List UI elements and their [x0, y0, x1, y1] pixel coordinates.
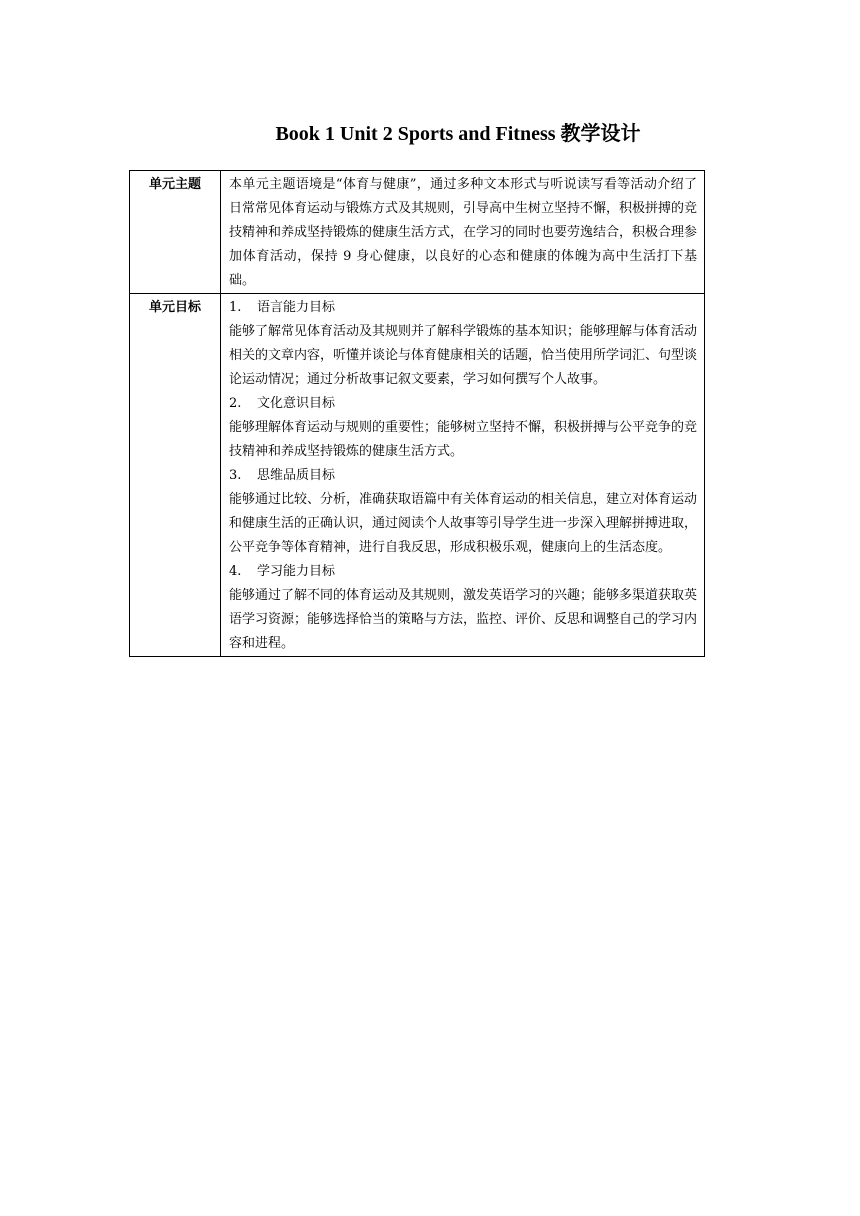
- goal-text-thinking: 能够通过比较、分析，准确获取语篇中有关体育运动的相关信息，建立对体育运动和健康生活的正确认识，通过阅读个人故事等引导学生进一步深入理解拼搏进取，公平竞争等体育精神，进行自我反思，形成积极乐观，健康向上的生活态度。: [229, 492, 698, 555]
- goal-number: 4.: [229, 564, 242, 579]
- goal-heading-text: 思维品质目标: [257, 468, 336, 483]
- goal-number: 2.: [229, 396, 242, 411]
- goal-number: 1.: [229, 300, 242, 315]
- unit-design-table: [129, 170, 705, 657]
- goals-content: [221, 294, 705, 657]
- goal-heading-text: 文化意识目标: [257, 396, 336, 411]
- goal-heading-text: 语言能力目标: [257, 300, 336, 315]
- goal-text-culture: 能够理解体育运动与规则的重要性；能够树立坚持不懈，积极拼搏与公平竞争的竞技精神和养成坚持锻炼的健康生活方式。: [229, 420, 698, 459]
- goal-heading-thinking: [229, 464, 697, 488]
- theme-content: [221, 171, 705, 294]
- goal-heading-culture: [229, 392, 697, 416]
- goal-number: 3.: [229, 468, 242, 483]
- document-title: Book 1 Unit 2 Sports and Fitness 教学设计: [275, 123, 641, 145]
- goal-text-language: 能够了解常见体育活动及其规则并了解科学锻炼的基本知识；能够理解与体育活动相关的文章内容，听懂并谈论与体育健康相关的话题，恰当使用所学词汇、句型谈论运动情况；通过分析故事记叙文要素，学习如何撰写个人故事。: [229, 324, 698, 387]
- goal-heading-language: [229, 296, 697, 320]
- goals-label: 单元目标: [130, 294, 221, 657]
- theme-text: 本单元主题语境是“体育与健康”，通过多种文本形式与听说读写看等活动介绍了日常常见体育运动与锻炼方式及其规则，引导高中生树立坚持不懈，积极拼搏的竞技精神和养成坚持锻炼的健康生活方式，在学习的同时也要劳逸结合，积极合理参加体育活动，保持 9 身心健康，以良好的心态和健康的体魄为高中生活打下基础。: [229, 177, 698, 288]
- goal-heading-learning: [229, 560, 697, 584]
- goal-text-learning: 能够通过了解不同的体育运动及其规则，激发英语学习的兴趣；能够多渠道获取英语学习资源；能够选择恰当的策略与方法，监控、评价、反思和调整自己的学习内容和进程。: [229, 588, 698, 651]
- goal-heading-text: 学习能力目标: [257, 564, 336, 579]
- theme-label: 单元主题: [130, 171, 221, 294]
- table-row-theme: [130, 171, 705, 294]
- table-row-goals: [130, 294, 705, 657]
